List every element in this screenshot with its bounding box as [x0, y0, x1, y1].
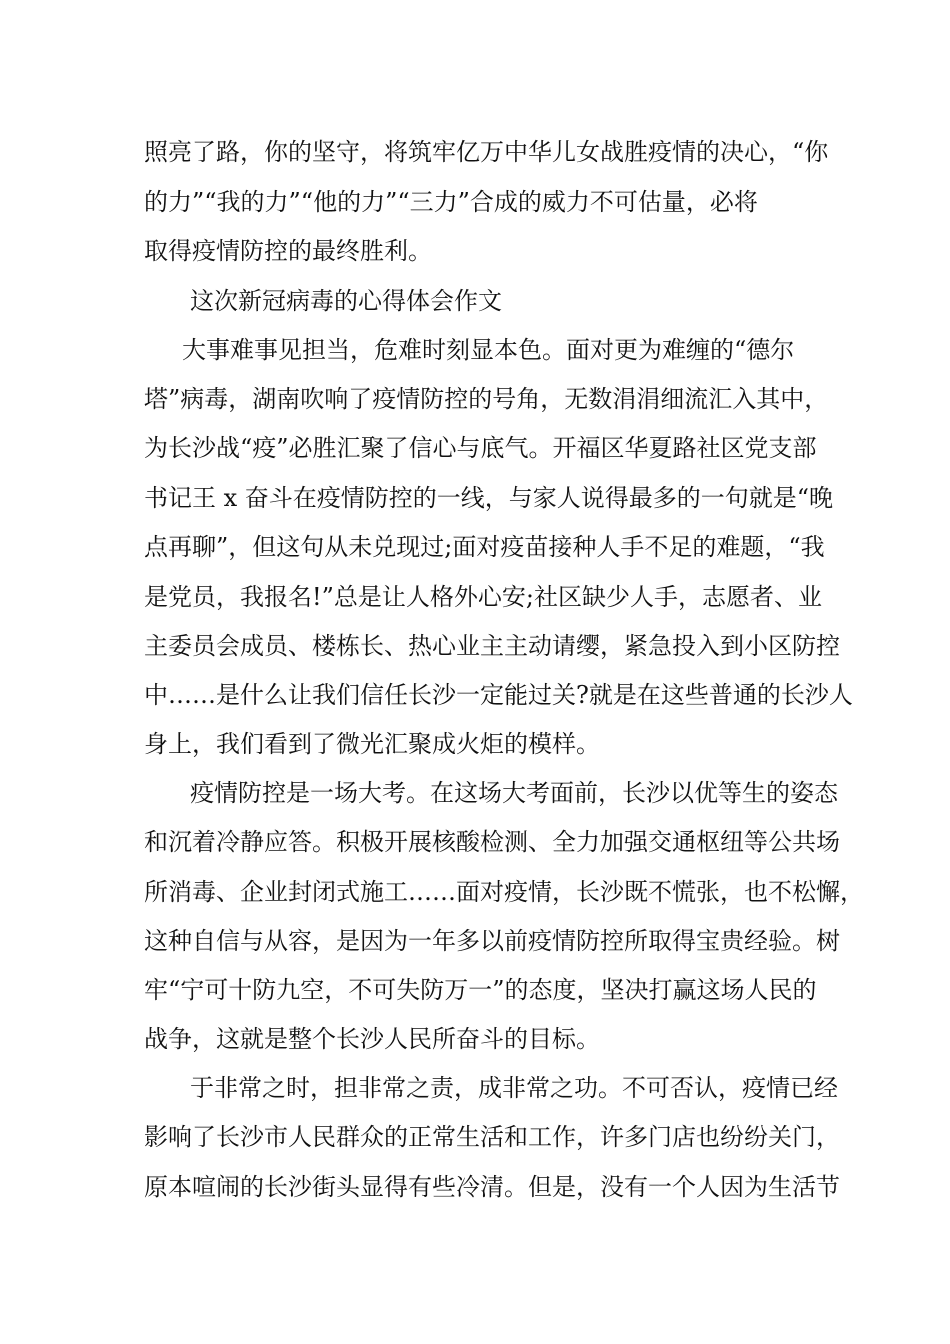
paragraph-line: 和沉着冷静应答。积极开展核酸检测、全力加强交通枢纽等公共场	[144, 828, 840, 856]
paragraph-line: 照亮了路，你的坚守，将筑牢亿万中华儿女战胜疫情的决心，“你	[144, 138, 829, 166]
paragraph-line: 中……是什么让我们信任长沙一定能过关?就是在这些普通的长沙人	[144, 681, 853, 709]
paragraph-line: 是党员，我报名!”总是让人格外心安;社区缺少人手，志愿者、业	[144, 583, 822, 611]
paragraph-line: 书记王 x 奋斗在疫情防控的一线，与家人说得最多的一句就是“晚	[144, 484, 834, 512]
paragraph-line: 主委员会成员、楼栋长、热心业主主动请缨，紧急投入到小区防控	[144, 632, 840, 660]
paragraph-line: 牢“宁可十防九空，不可失防万一”的态度，坚决打赢这场人民的	[144, 976, 817, 1004]
paragraph-line: 原本喧闹的长沙街头显得有些冷清。但是，没有一个人因为生活节	[144, 1173, 840, 1201]
paragraph-line: 于非常之时，担非常之责，成非常之功。不可否认，疫情已经	[190, 1074, 838, 1102]
paragraph-line: 点再聊”，但这句从未兑现过;面对疫苗接种人手不足的难题，“我	[144, 533, 825, 561]
paragraph-line: 疫情防控是一场大考。在这场大考面前，长沙以优等生的姿态	[190, 779, 838, 807]
section-heading: 这次新冠病毒的心得体会作文	[190, 287, 502, 315]
paragraph-line: 影响了长沙市人民群众的正常生活和工作，许多门店也纷纷关门，	[144, 1123, 840, 1151]
paragraph-line: 大事难事见担当，危难时刻显本色。面对更为难缠的“德尔	[182, 336, 795, 364]
paragraph-line: 这种自信与从容，是因为一年多以前疫情防控所取得宝贵经验。树	[144, 927, 840, 955]
paragraph-line: 取得疫情防控的最终胜利。	[144, 237, 432, 265]
paragraph-line: 所消毒、企业封闭式施工……面对疫情，长沙既不慌张，也不松懈，	[144, 878, 864, 906]
paragraph-line: 战争，这就是整个长沙人民所奋斗的目标。	[144, 1025, 600, 1053]
paragraph-line: 塔”病毒，湖南吹响了疫情防控的号角，无数涓涓细流汇入其中，	[144, 385, 829, 413]
paragraph-line: 的力”“我的力”“他的力”“三力”合成的威力不可估量，必将	[144, 188, 758, 216]
paragraph-line: 身上，我们看到了微光汇聚成火炬的模样。	[144, 730, 600, 758]
paragraph-line: 为长沙战“疫”必胜汇聚了信心与底气。开福区华夏路社区党支部	[144, 434, 817, 462]
